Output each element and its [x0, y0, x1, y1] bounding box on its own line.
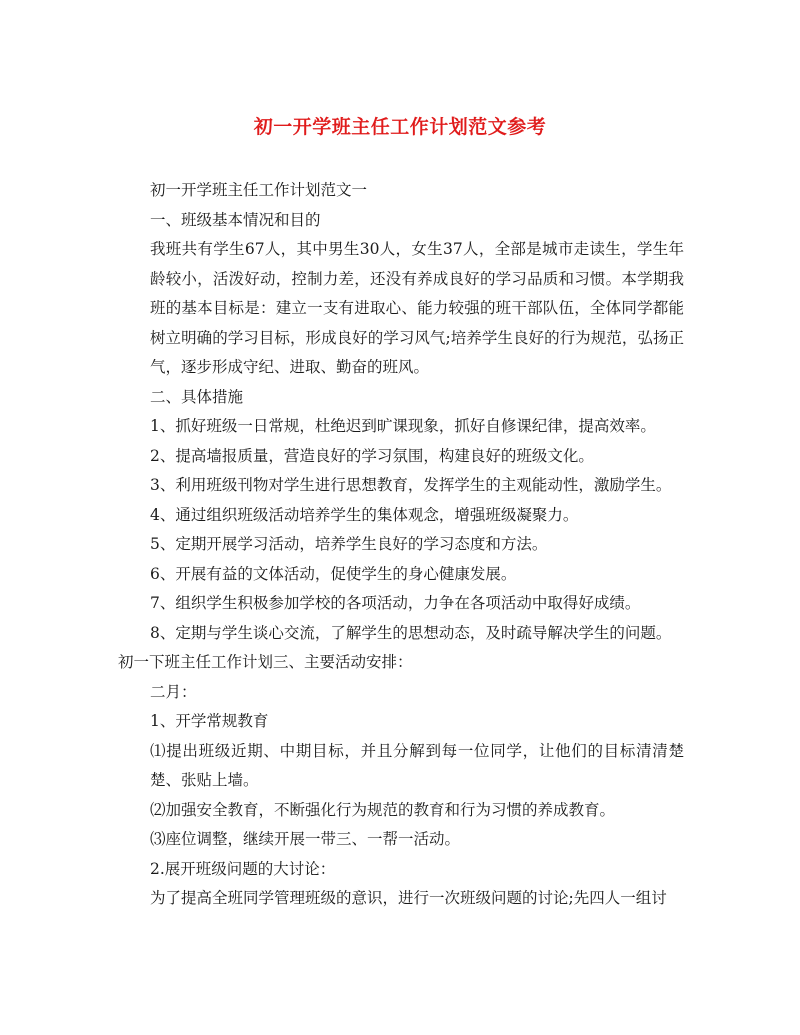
paragraph: 2.展开班级问题的大讨论：: [150, 859, 336, 878]
paragraph: 6、开展有益的文体活动，促使学生的身心健康发展。: [150, 564, 517, 583]
paragraph: 7、组织学生积极参加学校的各项活动，力争在各项活动中取得好成绩。: [150, 594, 641, 612]
paragraph: 4、通过组织班级活动培养学生的集体观念，增强班级凝聚力。: [150, 505, 579, 524]
paragraph: 初一开学班主任工作计划范文一: [150, 181, 368, 199]
paragraph: 初一下班主任工作计划三、主要活动安排：: [118, 653, 413, 671]
document-title: 初一开学班主任工作计划范文参考: [253, 116, 547, 138]
paragraph: 2、提高墙报质量，营造良好的学习氛围，构建良好的班级文化。: [150, 446, 594, 465]
paragraph: 为了提高全班同学管理班级的意识，进行一次班级问题的讨论;先四人一组讨: [150, 889, 667, 907]
paragraph: 8、定期与学生谈心交流，了解学生的思想动态，及时疏导解决学生的问题。: [150, 623, 672, 642]
paragraph: ⑶座位调整，继续开展一带三、一帮一活动。: [150, 830, 461, 848]
document-body: [118, 176, 684, 914]
paragraph: ⑵加强安全教育，不断强化行为规范的教育和行为习惯的养成教育。: [150, 800, 616, 819]
paragraph: 我班共有学生67人，其中男生30人，女生37人，全部是城市走读生，学生年龄较小，活泼好动，控制力差，还没有养成良好的学习品质和习惯。本学期我班的基本目标是：建立一支有进取心、能力较强的班干部队伍，全体同学都能树立明确的学习目标，形成良好的学习风气;培养学生良好的行为规范，弘扬正气，逐步形成守纪、进取、勤奋的班风。: [150, 240, 684, 376]
paragraph: 1、抓好班级一日常规，杜绝迟到旷课现象，抓好自修课纪律，提高效率。: [150, 417, 656, 435]
paragraph: 5、定期开展学习活动，培养学生良好的学习态度和方法。: [150, 535, 548, 553]
paragraph: 1、开学常规教育: [150, 712, 269, 730]
paragraph: 3、利用班级刊物对学生进行思想教育，发挥学生的主观能动性，激励学生。: [150, 476, 672, 494]
paragraph: 二月：: [150, 682, 197, 701]
paragraph: 一、班级基本情况和目的: [150, 210, 321, 229]
paragraph: ⑴提出班级近期、中期目标，并且分解到每一位同学，让他们的目标清清楚楚、张贴上墙。: [150, 741, 684, 789]
paragraph: 二、具体措施: [150, 387, 244, 406]
